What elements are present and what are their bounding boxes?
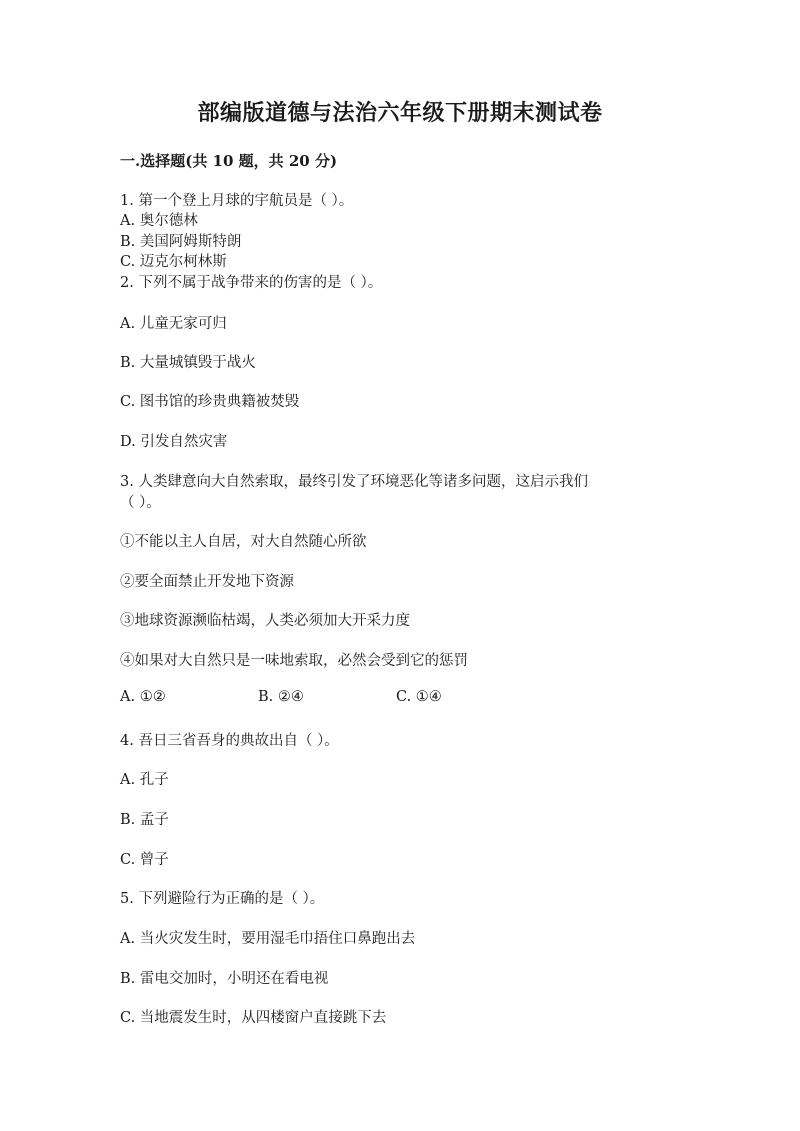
option-a: A. 奥尔德林 bbox=[120, 213, 198, 229]
question-stem: 5. 下列避险行为正确的是（ ）。 bbox=[120, 891, 325, 907]
statement-3: ③地球资源濒临枯竭，人类必须加大开采力度 bbox=[120, 613, 410, 629]
statement-2: ②要全面禁止开发地下资源 bbox=[120, 574, 294, 590]
option-c: C. ①④ bbox=[396, 689, 442, 705]
option-a: A. 孔子 bbox=[120, 772, 169, 788]
question-stem-line-1: 3. 人类肆意向大自然索取，最终引发了环境恶化等诸多问题，这启示我们 bbox=[120, 474, 588, 490]
statement-1: ①不能以主人自居，对大自然随心所欲 bbox=[120, 534, 367, 550]
statement-4: ④如果对大自然只是一味地索取，必然会受到它的惩罚 bbox=[120, 653, 468, 669]
option-c: C. 曾子 bbox=[120, 852, 169, 868]
question-stem: 4. 吾日三省吾身的典故出自（ ）。 bbox=[120, 733, 339, 749]
option-a: A. 当火灾发生时，要用湿毛巾捂住口鼻跑出去 bbox=[120, 931, 416, 947]
option-d: D. 引发自然灾害 bbox=[120, 434, 228, 450]
option-b: B. 美国阿姆斯特朗 bbox=[120, 234, 242, 250]
option-a: A. ①② bbox=[120, 689, 166, 705]
option-b: B. 大量城镇毁于战火 bbox=[120, 355, 256, 371]
question-stem-line-2: （ ）。 bbox=[120, 495, 161, 511]
option-c: C. 迈克尔柯林斯 bbox=[120, 254, 227, 270]
option-b: B. 雷电交加时，小明还在看电视 bbox=[120, 971, 329, 987]
option-c: C. 当地震发生时，从四楼窗户直接跳下去 bbox=[120, 1010, 387, 1026]
option-b: B. 孟子 bbox=[120, 812, 169, 828]
section-heading: 一.选择题(共 10 题，共 20 分) bbox=[120, 152, 338, 170]
option-c: C. 图书馆的珍贵典籍被焚毁 bbox=[120, 394, 300, 410]
question-stem: 1. 第一个登上月球的宇航员是（ ）。 bbox=[120, 193, 354, 209]
option-b: B. ②④ bbox=[258, 689, 304, 705]
option-a: A. 儿童无家可归 bbox=[120, 316, 227, 332]
question-stem: 2. 下列不属于战争带来的伤害的是（ ）。 bbox=[120, 275, 383, 291]
page-title: 部编版道德与法治六年级下册期末测试卷 bbox=[197, 100, 603, 126]
